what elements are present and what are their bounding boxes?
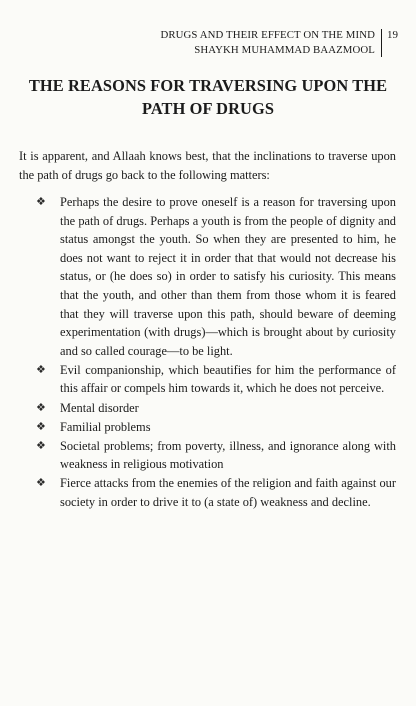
reason-text: Fierce attacks from the enemies of the religion and faith against our society in order to drive it to (a state of) weakness and decline. bbox=[60, 476, 396, 509]
chapter-title-line-2: PATH OF DRUGS bbox=[141, 99, 275, 118]
reason-text: Perhaps the desire to prove oneself is a reason for traversing upon the path of drugs. Perhaps a youth is from the people of dignity and status amongst the youth. So when they are presented to him, he does not want to reject it in order that that would not decrease his status, or (he does so) in order to satisfy his curiosity. This means that the youth, and other than them from those whom it is feared that they will traverse upon this path, should beware of deeming experimentation (with drugs)—which is brought about by curiosity and so called courage—to be light. bbox=[60, 195, 396, 358]
running-head bbox=[160, 28, 398, 58]
four-diamond-ornament-icon: ❖ bbox=[36, 363, 46, 376]
reason-item-fierce-attacks bbox=[36, 474, 396, 511]
reason-text: Evil companionship, which beautifies for him the performance of this affair or compels him towards it, which he does not perceive. bbox=[60, 362, 396, 396]
reason-item-evil-companionship bbox=[36, 361, 396, 398]
running-head-text bbox=[160, 28, 381, 58]
intro-paragraph: It is apparent, and Allaah knows best, that the inclinations to traverse upon the path of drugs go back to the following matters: bbox=[19, 149, 396, 182]
author-name: SHAYKH MUHAMMAD BAAZMOOL bbox=[194, 44, 375, 56]
page-number: 19 bbox=[387, 29, 398, 41]
chapter-title bbox=[0, 74, 416, 120]
reasons-list bbox=[36, 193, 396, 512]
reason-text: Societal problems; from poverty, illness, and ignorance along with weakness in religious motivation bbox=[60, 438, 396, 472]
four-diamond-ornament-icon: ❖ bbox=[36, 420, 46, 433]
four-diamond-ornament-icon: ❖ bbox=[36, 196, 46, 208]
reason-item-familial-problems bbox=[36, 418, 396, 437]
chapter-title-line-1: THE REASONS FOR TRAVERSING UPON THE bbox=[28, 76, 388, 95]
reason-text: Mental disorder bbox=[60, 400, 139, 415]
four-diamond-ornament-icon: ❖ bbox=[36, 439, 46, 452]
book-title: DRUGS AND THEIR EFFECT ON THE MIND bbox=[160, 29, 375, 41]
four-diamond-ornament-icon: ❖ bbox=[36, 401, 46, 414]
reason-text: Familial problems bbox=[60, 419, 151, 434]
reason-item-prove-oneself bbox=[36, 193, 396, 360]
reason-item-mental-disorder bbox=[36, 399, 396, 418]
reason-item-societal-problems bbox=[36, 437, 396, 474]
four-diamond-ornament-icon: ❖ bbox=[36, 477, 46, 490]
